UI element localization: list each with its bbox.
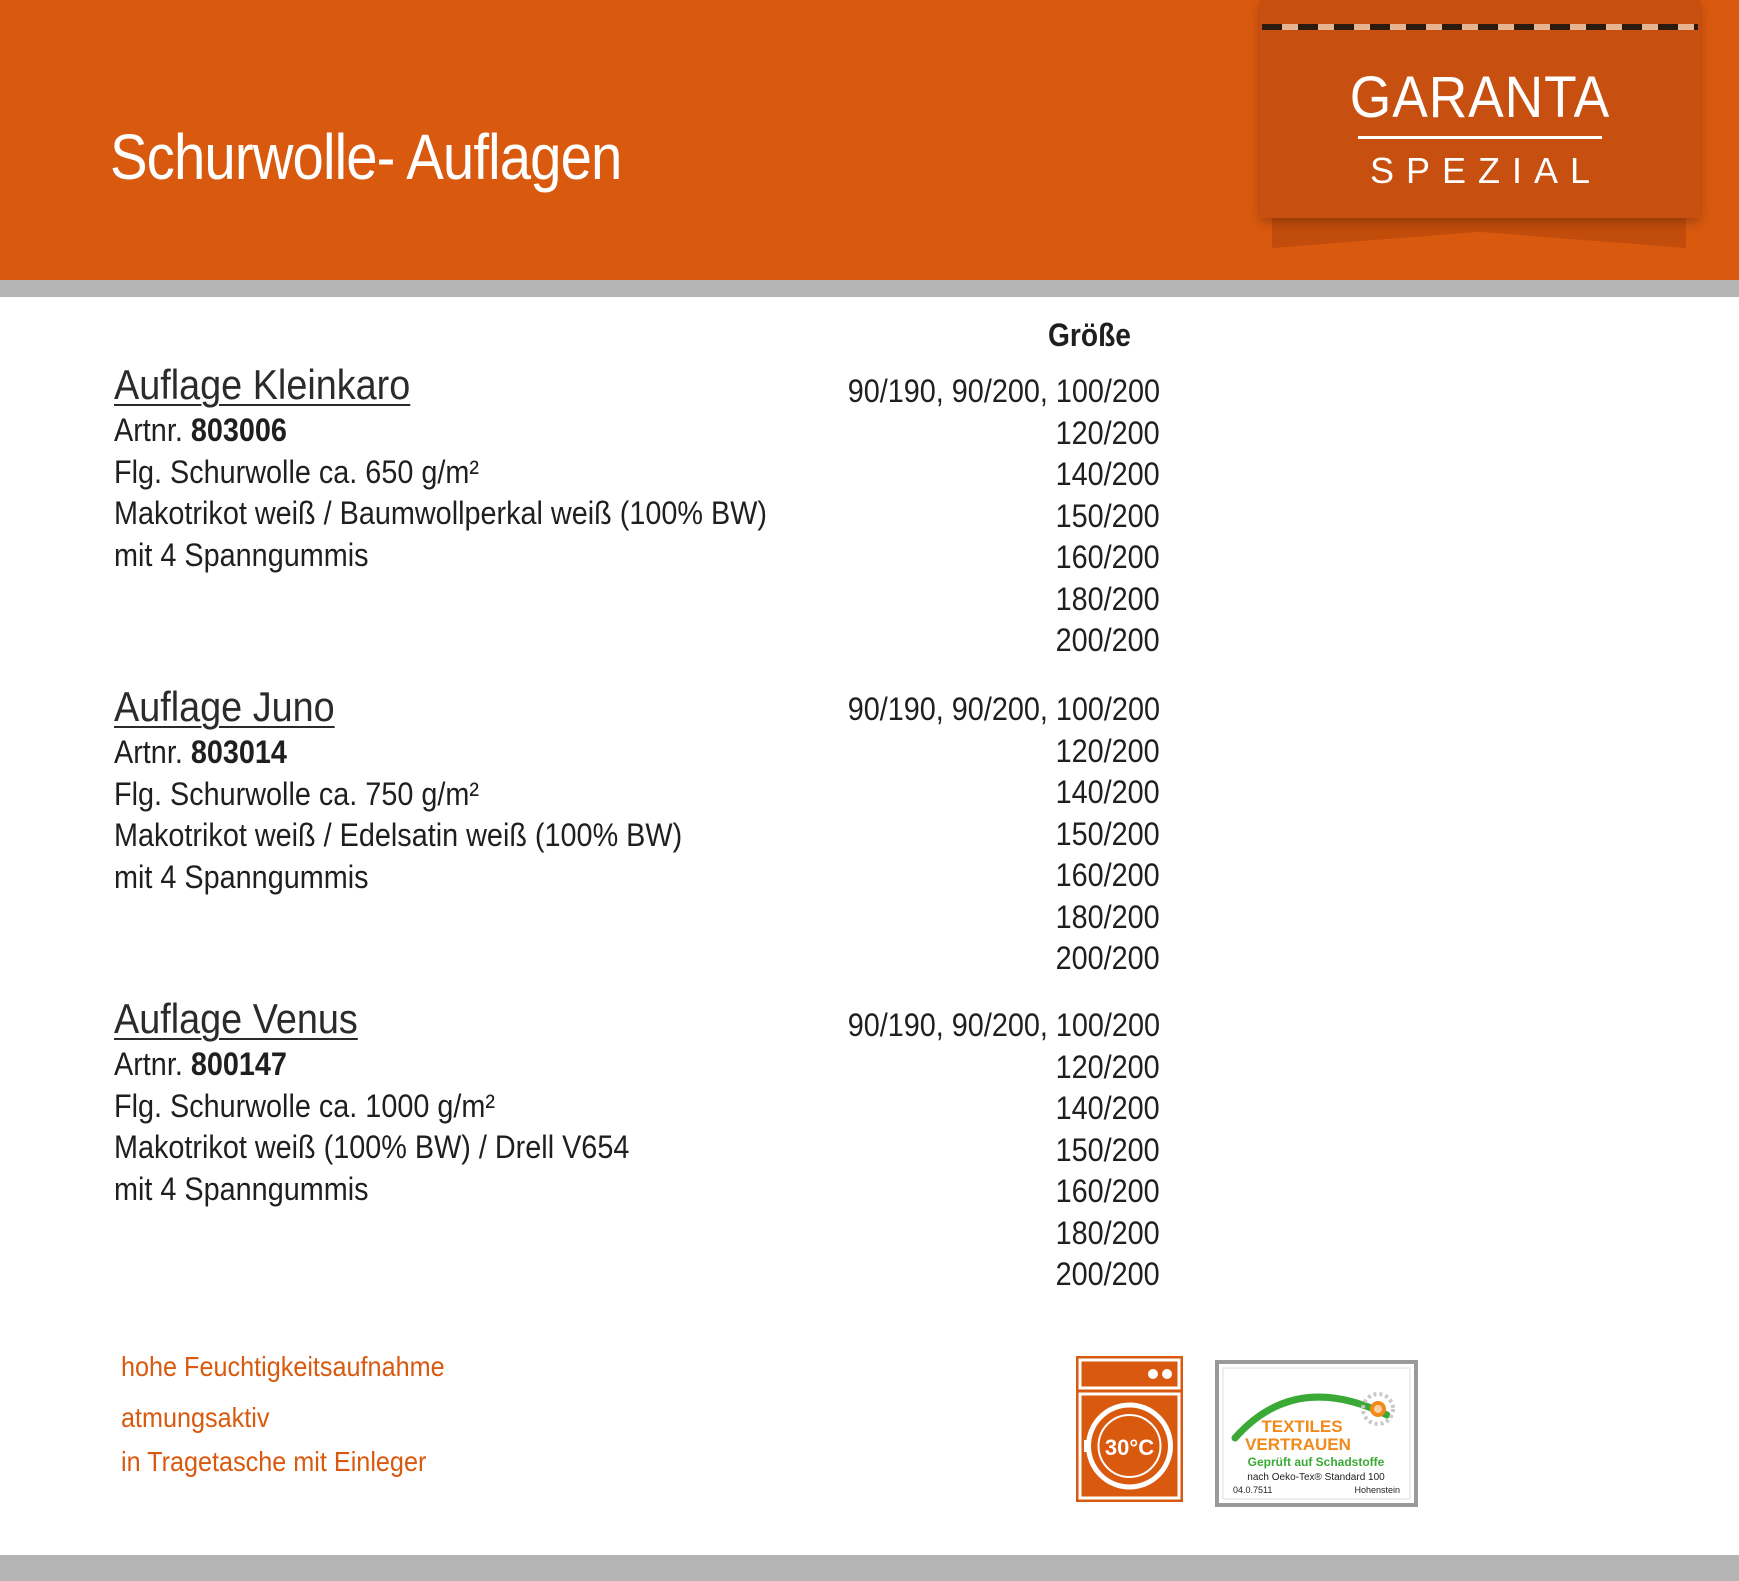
footer-divider	[0, 1555, 1739, 1581]
size-row: 200/200	[1055, 622, 1160, 658]
size-row: 90/190, 90/200, 100/200	[847, 373, 1160, 409]
size-row: 90/190, 90/200, 100/200	[847, 691, 1160, 727]
size-row: 140/200	[1055, 1090, 1160, 1126]
size-row: 120/200	[1055, 414, 1160, 451]
size-row: 150/200	[1055, 1131, 1160, 1168]
artnr-label: Artnr.	[114, 412, 183, 448]
oeko-institute: Hohenstein	[1354, 1485, 1400, 1495]
extra-spec: mit 4 Spanngummis	[114, 858, 369, 895]
size-list	[0, 1005, 1160, 1296]
oeko-line3: Geprüft auf Schadstoffe	[1247, 1455, 1385, 1469]
brand-stitch-line	[1262, 24, 1698, 30]
feature-item: hohe Feuchtigkeitsaufnahme	[121, 1351, 445, 1382]
size-row: 200/200	[1055, 940, 1160, 976]
feature-item: atmungsaktiv	[121, 1402, 270, 1433]
header-divider	[0, 280, 1739, 297]
oeko-number: 04.0.7511	[1233, 1485, 1273, 1495]
oeko-tex-label-icon	[1215, 1360, 1418, 1507]
cover-spec: Makotrikot weiß (100% BW) / Drell V654	[114, 1129, 630, 1165]
artnr-value: 803006	[190, 412, 287, 448]
size-row: 150/200	[1055, 815, 1160, 852]
oeko-line4: nach Oeko-Tex® Standard 100	[1247, 1472, 1385, 1483]
artnr-value: 803014	[190, 734, 287, 770]
size-row: 160/200	[1055, 1173, 1160, 1209]
artnr-label: Artnr.	[114, 734, 183, 770]
size-row: 140/200	[1055, 456, 1160, 492]
size-list	[0, 371, 1160, 662]
fill-spec: Flg. Schurwolle ca. 750 g/m²	[114, 775, 479, 812]
brand-subtitle: SPEZIAL	[1369, 150, 1603, 191]
product-name: Auflage Venus	[114, 995, 358, 1042]
cover-spec: Makotrikot weiß / Edelsatin weiß (100% BW)	[114, 817, 683, 853]
size-row: 120/200	[1055, 1048, 1160, 1085]
brand-divider	[1358, 136, 1602, 139]
artnr-label: Artnr.	[114, 1046, 183, 1082]
size-row: 120/200	[1055, 732, 1160, 769]
product-name: Auflage Juno	[114, 683, 335, 730]
fill-spec: Flg. Schurwolle ca. 1000 g/m²	[114, 1087, 495, 1124]
size-row: 150/200	[1055, 497, 1160, 534]
artnr-value: 800147	[190, 1046, 287, 1082]
size-row: 200/200	[1055, 1256, 1160, 1292]
oeko-line2: VERTRAUEN	[1245, 1435, 1351, 1454]
page-title: Schurwolle- Auflagen	[110, 121, 622, 193]
size-row: 90/190, 90/200, 100/200	[847, 1007, 1160, 1043]
cover-spec: Makotrikot weiß / Baumwollperkal weiß (100% BW)	[114, 495, 767, 531]
fill-spec: Flg. Schurwolle ca. 650 g/m²	[114, 453, 479, 490]
extra-spec: mit 4 Spanngummis	[114, 536, 369, 573]
size-column-header: Größe	[1048, 317, 1131, 353]
size-row: 160/200	[1055, 857, 1160, 893]
product-name: Auflage Kleinkaro	[114, 361, 411, 408]
size-row: 180/200	[1055, 898, 1160, 935]
size-row: 160/200	[1055, 539, 1160, 575]
washing-machine-icon	[1076, 1356, 1183, 1502]
wash-temperature: 30°C	[1104, 1435, 1155, 1460]
feature-item: in Tragetasche mit Einleger	[121, 1446, 427, 1477]
size-row: 180/200	[1055, 580, 1160, 617]
extra-spec: mit 4 Spanngummis	[114, 1170, 369, 1207]
size-list	[0, 689, 1160, 980]
size-row: 140/200	[1055, 774, 1160, 810]
oeko-line1: TEXTILES	[1261, 1417, 1343, 1436]
brand-name: GARANTA	[1349, 65, 1611, 130]
size-row: 180/200	[1055, 1214, 1160, 1251]
